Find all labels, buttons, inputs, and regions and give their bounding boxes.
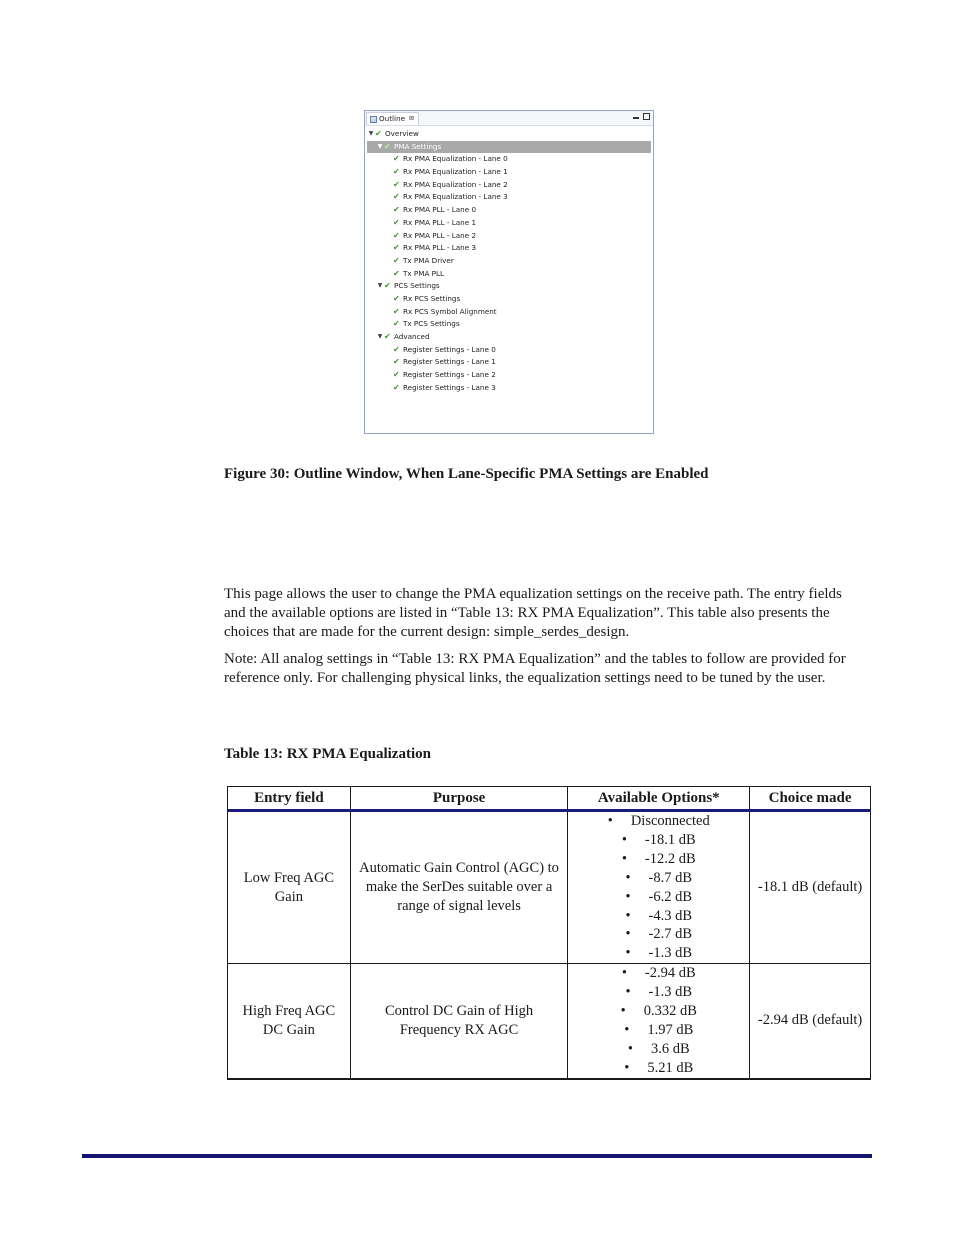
outline-tree-item[interactable] (367, 179, 651, 192)
check-icon: ✔ (393, 382, 400, 392)
check-icon: ✔ (384, 281, 391, 291)
outline-tree-item[interactable] (367, 128, 651, 141)
header-entry-field: Entry field (228, 787, 351, 811)
outline-item-label: Rx PMA Equalization - Lane 0 (403, 154, 508, 164)
option-item: • -18.1 dB (572, 831, 745, 850)
outline-item-label: Rx PCS Settings (403, 293, 461, 303)
option-item: • 5.21 dB (572, 1059, 745, 1078)
expand-arrow-icon[interactable]: ▼ (368, 130, 374, 137)
option-item: • Disconnected (572, 812, 745, 831)
option-item: • 3.6 dB (572, 1040, 745, 1059)
check-icon: ✔ (393, 306, 400, 316)
check-icon: ✔ (393, 357, 400, 367)
outline-tree-item[interactable] (367, 204, 651, 217)
footer-rule (82, 1154, 872, 1158)
outline-tree-item[interactable] (367, 191, 651, 204)
check-icon: ✔ (393, 344, 400, 354)
outline-tree-item[interactable] (367, 166, 651, 179)
check-icon: ✔ (393, 293, 400, 303)
entry-field-cell: Low Freq AGC Gain (228, 811, 351, 964)
view-controls (633, 113, 650, 120)
outline-item-label: Tx PMA Driver (403, 255, 454, 265)
outline-item-label: Rx PCS Symbol Alignment (403, 306, 497, 316)
outline-window (364, 110, 654, 434)
option-item: • -12.2 dB (572, 850, 745, 869)
outline-tree (367, 128, 651, 394)
outline-tree-item[interactable] (367, 242, 651, 255)
outline-item-label: PMA Settings (394, 141, 442, 151)
outline-item-label: Rx PMA PLL - Lane 2 (403, 230, 477, 240)
outline-tree-item[interactable] (367, 268, 651, 281)
outline-tree-item[interactable] (367, 306, 651, 319)
outline-item-label: Tx PCS Settings (403, 319, 460, 329)
note-paragraph: Note: All analog settings in “Table 13: RX PMA Equalization” and the tables to follow are provided for reference only. For challenging physical links, the equalization settings need to be tuned by the user. (224, 651, 846, 686)
outline-item-label: Register Settings - Lane 1 (403, 357, 496, 367)
options-cell (568, 964, 750, 1079)
outline-tab-bar (365, 111, 653, 126)
outline-tree-item[interactable] (367, 293, 651, 306)
outline-tree-item[interactable] (367, 318, 651, 331)
outline-tree-item[interactable] (367, 344, 651, 357)
option-item: • -8.7 dB (572, 869, 745, 888)
outline-item-label: Rx PMA Equalization - Lane 1 (403, 167, 508, 177)
check-icon: ✔ (393, 370, 400, 380)
check-icon: ✔ (393, 243, 400, 253)
outline-tree-item[interactable] (367, 331, 651, 344)
outline-item-label: Rx PMA PLL - Lane 3 (403, 243, 477, 253)
minimize-icon[interactable] (633, 117, 639, 119)
outline-item-label: Register Settings - Lane 2 (403, 370, 496, 380)
figure-caption: Figure 30: Outline Window, When Lane-Specific PMA Settings are Enabled (224, 466, 709, 482)
option-item: • -1.3 dB (572, 983, 745, 1002)
header-choice-made: Choice made (750, 787, 871, 811)
option-item: • -4.3 dB (572, 907, 745, 926)
check-icon: ✔ (393, 154, 400, 164)
option-item: • -6.2 dB (572, 888, 745, 907)
close-icon[interactable]: ⊠ (409, 115, 415, 122)
entry-field-cell: High Freq AGC DC Gain (228, 964, 351, 1079)
check-icon: ✔ (384, 141, 391, 151)
table-row (228, 964, 871, 1079)
outline-item-label: Tx PMA PLL (403, 268, 445, 278)
option-item: • 0.332 dB (572, 1002, 745, 1021)
outline-tree-item[interactable] (367, 217, 651, 230)
intro-paragraph: This page allows the user to change the PMA equalization settings on the receive path. The entry fields and the available options are listed in “Table 13: RX PMA Equalization”. This table also presents the choices that are made for the current design: simple_serdes_design. (224, 586, 842, 640)
check-icon: ✔ (375, 129, 382, 138)
option-item: • -2.94 dB (572, 964, 745, 983)
table-row (228, 811, 871, 964)
option-item: • 1.97 dB (572, 1021, 745, 1040)
check-icon: ✔ (393, 217, 400, 227)
outline-item-label: Register Settings - Lane 3 (403, 382, 496, 392)
check-icon: ✔ (393, 319, 400, 329)
outline-item-label: Rx PMA Equalization - Lane 2 (403, 179, 508, 189)
check-icon: ✔ (393, 167, 400, 177)
purpose-cell: Automatic Gain Control (AGC) to make the SerDes suitable over a range of signal levels (350, 811, 568, 964)
outline-item-label: Overview (385, 129, 419, 138)
outline-item-label: Rx PMA PLL - Lane 0 (403, 205, 477, 215)
outline-item-label: Register Settings - Lane 0 (403, 344, 496, 354)
outline-tree-item[interactable] (367, 255, 651, 268)
outline-tab[interactable] (366, 112, 419, 125)
options-cell (568, 811, 750, 964)
expand-arrow-icon[interactable]: ▼ (377, 333, 383, 340)
expand-arrow-icon[interactable]: ▼ (377, 282, 383, 290)
outline-tree-item[interactable] (367, 230, 651, 243)
rx-pma-equalization-table (227, 786, 871, 1080)
choice-cell: -2.94 dB (default) (750, 964, 871, 1079)
outline-tree-item[interactable] (367, 382, 651, 395)
header-available-options: Available Options* (568, 787, 750, 811)
check-icon: ✔ (384, 332, 391, 341)
outline-tree-item[interactable] (367, 280, 651, 293)
option-item: • -1.3 dB (572, 944, 745, 963)
outline-tree-item[interactable] (367, 356, 651, 369)
outline-item-label: Advanced (394, 332, 430, 341)
outline-tree-item[interactable] (367, 369, 651, 382)
purpose-cell: Control DC Gain of High Frequency RX AGC (350, 964, 568, 1079)
check-icon: ✔ (393, 192, 400, 202)
table-header-row (228, 787, 871, 811)
outline-item-label: PCS Settings (394, 281, 440, 291)
options-list (572, 812, 745, 963)
options-list (572, 964, 745, 1077)
outline-view-icon (370, 116, 377, 123)
option-item: • -2.7 dB (572, 925, 745, 944)
maximize-icon[interactable] (643, 113, 650, 120)
check-icon: ✔ (393, 230, 400, 240)
expand-arrow-icon[interactable]: ▼ (377, 142, 383, 150)
check-icon: ✔ (393, 179, 400, 189)
outline-tree-item[interactable] (367, 141, 651, 154)
outline-tree-item[interactable] (367, 153, 651, 166)
check-icon: ✔ (393, 255, 400, 265)
table-caption: Table 13: RX PMA Equalization (224, 746, 431, 762)
header-purpose: Purpose (350, 787, 568, 811)
choice-cell: -18.1 dB (default) (750, 811, 871, 964)
check-icon: ✔ (393, 268, 400, 278)
outline-item-label: Rx PMA PLL - Lane 1 (403, 217, 477, 227)
outline-tab-label: Outline (379, 114, 406, 123)
check-icon: ✔ (393, 205, 400, 215)
outline-item-label: Rx PMA Equalization - Lane 3 (403, 192, 508, 202)
